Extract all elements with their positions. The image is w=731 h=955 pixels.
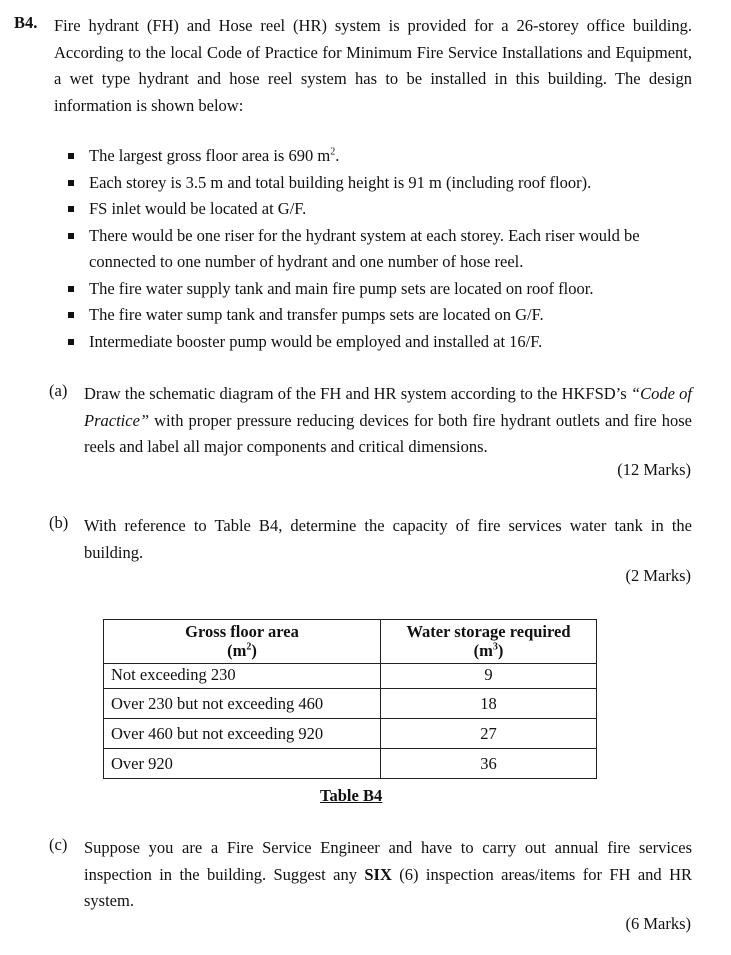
header-unit: (m xyxy=(227,641,247,660)
table-caption: Table B4 xyxy=(320,786,383,805)
list-item: There would be one riser for the hydrant system at each storey. Each riser would be connected to one number of hydrant and one number of hose reel. xyxy=(66,223,691,276)
table-row xyxy=(104,664,597,689)
superscript: 3 xyxy=(492,641,498,653)
question-intro: Fire hydrant (FH) and Hose reel (HR) system is provided for a 26-storey office building. According to the local Code of Practice for Minimum Fire Service Installations and Equipment, a wet type hydrant and hose reel system has to be installed in this building. The design information is shown below: xyxy=(54,16,692,115)
design-info-list xyxy=(66,143,691,355)
cell-storage: 9 xyxy=(381,664,597,689)
header-label: Water storage required xyxy=(406,622,571,641)
question-number: B4. xyxy=(14,13,38,32)
header-gross-floor-area xyxy=(104,620,381,664)
bullet-text-end: . xyxy=(335,146,340,165)
part-b-text: With reference to Table B4, determine the capacity of fire services water tank in the building. xyxy=(84,516,692,562)
part-b-label: (b) xyxy=(49,513,69,532)
list-item: Each storey is 3.5 m and total building height is 91 m (including roof floor). xyxy=(66,170,691,197)
part-a-text-start: Draw the schematic diagram of the FH and HR system according to the HKFSD’s xyxy=(84,384,631,403)
part-a-text xyxy=(84,381,692,461)
cell-area: Over 460 but not exceeding 920 xyxy=(104,719,381,749)
six-emphasis: SIX xyxy=(364,864,392,884)
header-unit-close: ) xyxy=(497,641,504,660)
part-c-marks: (6 Marks) xyxy=(625,914,691,933)
superscript: 2 xyxy=(246,641,252,653)
header-unit-close: ) xyxy=(251,641,257,660)
header-label: Gross floor area xyxy=(185,622,299,641)
part-a-marks: (12 Marks) xyxy=(617,460,691,479)
list-item xyxy=(66,143,691,170)
table-row xyxy=(104,719,597,749)
part-a-text-end: with proper pressure reducing devices for both fire hydrant outlets and fire hose reels and label all major components and critical dimensions. xyxy=(84,410,692,456)
list-item: Intermediate booster pump would be employed and installed at 16/F. xyxy=(66,329,691,356)
list-item: The fire water sump tank and transfer pumps sets are located on G/F. xyxy=(66,302,691,329)
cell-storage: 36 xyxy=(381,749,597,779)
part-a-label: (a) xyxy=(49,381,68,400)
list-item: The fire water supply tank and main fire pump sets are located on roof floor. xyxy=(66,276,691,303)
table-row xyxy=(104,689,597,719)
cell-area: Not exceeding 230 xyxy=(104,664,381,689)
superscript: 2 xyxy=(330,146,336,158)
table-header-row xyxy=(104,620,597,664)
cell-storage: 18 xyxy=(381,689,597,719)
part-c-label: (c) xyxy=(49,835,68,854)
part-c-text-start: Suppose you are a Fire Service Engineer and have to carry out annual fire services inspection in the building. Suggest any xyxy=(84,838,692,884)
part-c-text-end: (6) inspection areas/items for FH and HR system. xyxy=(84,864,692,910)
cell-area: Over 920 xyxy=(104,749,381,779)
table-row xyxy=(104,749,597,779)
table-b4 xyxy=(103,619,597,779)
part-c-text xyxy=(84,835,692,915)
header-unit: (m xyxy=(473,641,493,660)
part-b-marks: (2 Marks) xyxy=(625,566,691,585)
cell-storage: 27 xyxy=(381,719,597,749)
cell-area: Over 230 but not exceeding 460 xyxy=(104,689,381,719)
bullet-text: The largest gross floor area is 690 m xyxy=(89,146,331,165)
header-water-storage xyxy=(381,620,597,664)
list-item: FS inlet would be located at G/F. xyxy=(66,196,691,223)
code-of-practice-title: “Code of Practice” xyxy=(84,384,693,430)
